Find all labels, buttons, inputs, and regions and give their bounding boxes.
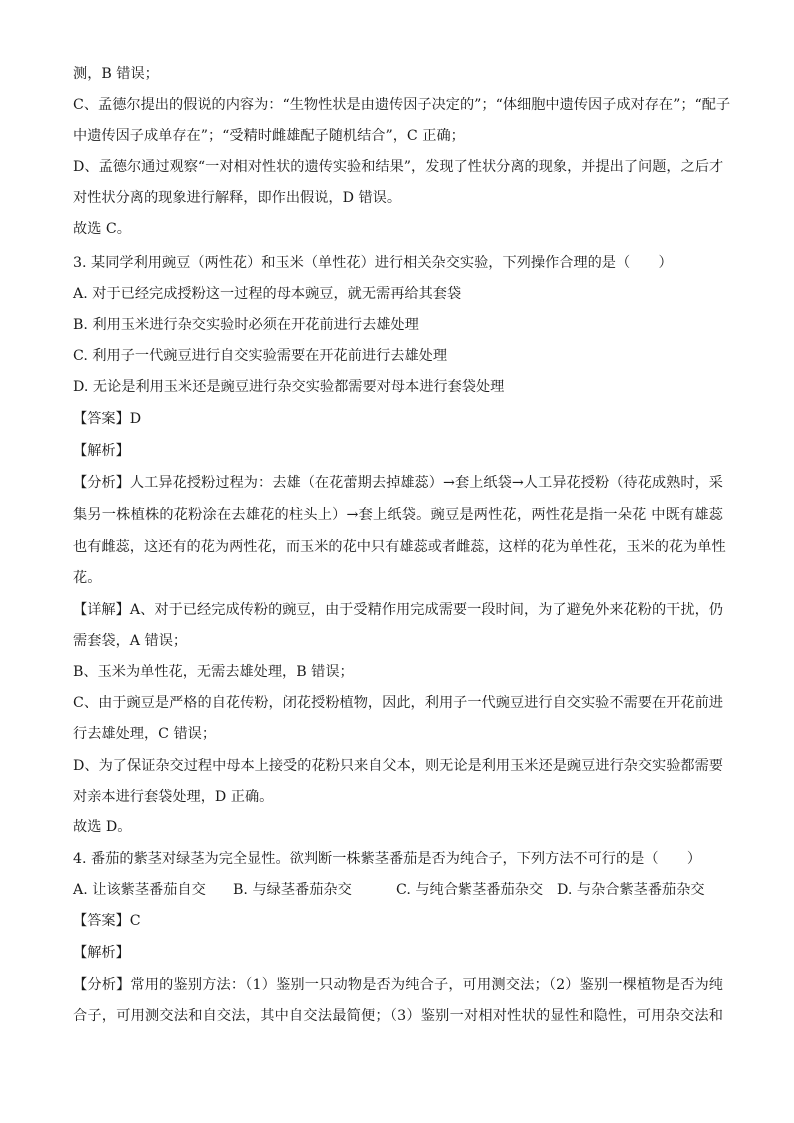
q4-option-b: B. 与绿茎番茄杂交	[233, 882, 352, 898]
text-line: 合子，可用测交法和自交法，其中自交法最简便；（3）鉴别一对相对性状的显性和隐性，可用杂交法和	[73, 1008, 723, 1024]
text-line: 【分析】常用的鉴别方法：（1）鉴别一只动物是否为纯合子，可用测交法；（2）鉴别一棵植物是否为纯	[73, 977, 723, 993]
answer-label: 【答案】C	[73, 913, 141, 929]
option-b: B. 利用玉米进行杂交实验时必须在开花前进行去雄处理	[73, 317, 419, 333]
option-a: A. 对于已经完成授粉这一过程的母本豌豆，就无需再给其套袋	[73, 286, 462, 302]
text-line: C、由于豌豆是严格的自花传粉，闭花授粉植物，因此，利用子一代豌豆进行自交实验不需要在开花前进	[73, 695, 723, 711]
question-4: 4. 番茄的紫茎对绿茎为完全显性。欲判断一株紫茎番茄是否为纯合子，下列方法不可行的是（ ）	[73, 851, 702, 867]
q4-option-d: D. 与杂合紫茎番茄杂交	[557, 882, 705, 898]
text-line: D、为了保证杂交过程中母本上接受的花粉只来自父本，则无论是利用玉米还是豌豆进行杂交实验都需要	[73, 758, 723, 774]
text-line: 对亲本进行套袋处理，D 正确。	[73, 789, 274, 805]
text-line: 对性状分离的现象进行解释，即作出假说，D 错误。	[73, 190, 402, 206]
answer-label: 【答案】D	[73, 411, 142, 427]
question-3: 3. 某同学利用豌豆（两性花）和玉米（单性花）进行相关杂交实验，下列操作合理的是（ ）	[73, 255, 673, 271]
text-line: 故选 C。	[73, 221, 131, 237]
text-line: B、玉米为单性花，无需去雄处理，B 错误；	[73, 664, 354, 680]
text-line: 需套袋，A 错误；	[73, 633, 188, 649]
text-line: 中遗传因子成单存在”；“受精时雌雄配子随机结合”，C 正确；	[73, 128, 465, 144]
analysis-label: 【解析】	[73, 443, 130, 459]
text-line: 【分析】人工异花授粉过程为：去雄（在花蕾期去掉雄蕊）→套上纸袋→人工异花授粉（待花成熟时，采	[73, 475, 723, 491]
text-line: 故选 D。	[73, 819, 132, 835]
text-line: 行去雄处理，C 错误；	[73, 726, 217, 742]
analysis-label: 【解析】	[73, 945, 130, 961]
text-line: 【详解】A、对于已经完成传粉的豌豆，由于受精作用完成需要一段时间，为了避免外来花粉的干扰，仍	[73, 602, 723, 618]
q4-option-c: C. 与纯合紫茎番茄杂交	[396, 882, 544, 898]
text-line: 测，B 错误；	[73, 66, 159, 82]
option-d: D. 无论是利用玉米还是豌豆进行杂交实验都需要对母本进行套袋处理	[73, 379, 505, 395]
text-line: 也有雌蕊，这还有的花为两性花，而玉米的花中只有雄蕊或者雌蕊，这样的花为单性花，玉米的花为单性	[73, 539, 726, 555]
q4-option-a: A. 让该紫茎番茄自交	[73, 882, 206, 898]
text-line: D、孟德尔通过观察“一对相对性状的遗传实验和结果”，发现了性状分离的现象，并提出了问题，之后才	[73, 159, 724, 175]
text-line: 集另一株植株的花粉涂在去雄花的柱头上）→套上纸袋。豌豆是两性花，两性花是指一朵花 中既有雄蕊	[73, 507, 723, 523]
option-c: C. 利用子一代豌豆进行自交实验需要在开花前进行去雄处理	[73, 348, 448, 364]
text-line: 花。	[73, 570, 102, 586]
text-line: C、孟德尔提出的假说的内容为：“生物性状是由遗传因子决定的”；“体细胞中遗传因子成对存在”；“配子	[73, 97, 731, 113]
